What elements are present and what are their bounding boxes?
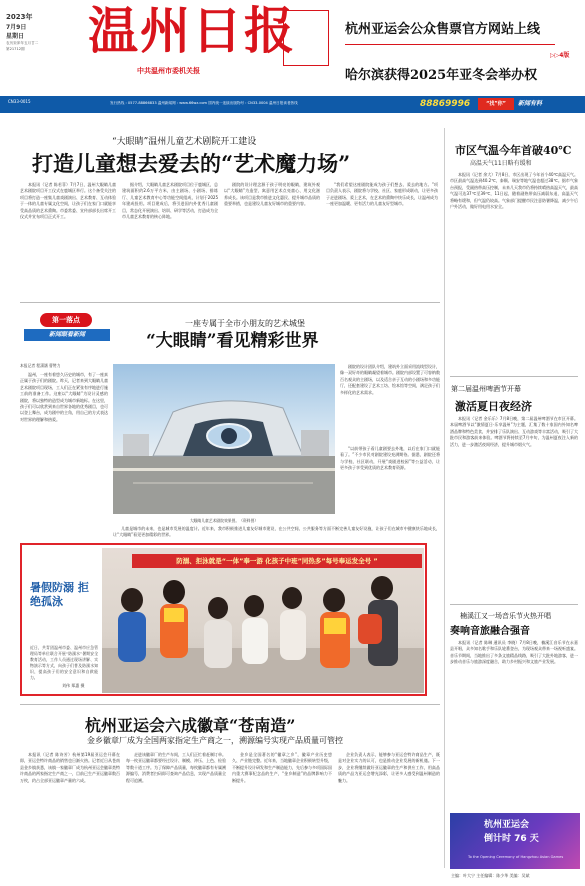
photo-news-text: 近日，共青团温州市委、温州市应急管理局等单位联合开展“防溺水”暑期安全教育活动，工作人员通过现场讲解、实物演示等方式，向孩子们普及防溺水知识，提高孩子们的安全意识和自救能力。 <box>30 645 98 681</box>
drowning-prevention-photo <box>102 548 424 693</box>
music-festival-body <box>450 640 578 806</box>
issue-date-block <box>6 12 62 52</box>
lead-kicker: “大眼睛”温州儿童艺术剧院开工建设 <box>112 137 257 147</box>
music-festival-body-text: 本报讯（记者 陈琳 通讯员 李晓）7月8日晚，楠溪江音乐节在永嘉县开唱，众多知名歌手和乐队轮番登台，为现场观众带来一场视听盛宴。音乐节期间，当地推出了多条文旅精品线路，吸引了大批外地游客，进一步推动音乐与旅游深度融合，助力乡村振兴和文旅产业发展。 <box>450 640 578 665</box>
photo-news-title[interactable]: 暑假防溺 拒绝孤泳 <box>30 581 89 609</box>
festival-body <box>450 416 578 602</box>
feature-column-2 <box>340 364 440 444</box>
newspaper-logo: 温州日报 <box>88 1 296 60</box>
photo-caption: 大眼睛儿童艺术剧院效果图。（资料图） <box>189 518 259 523</box>
section-divider <box>450 376 578 377</box>
lead-column-4 <box>326 182 438 294</box>
lead-column-1 <box>20 182 116 294</box>
feature-kicker: 一座专属于全市小朋友的艺术城堡 <box>185 319 305 328</box>
lead-headline[interactable]: 打造儿童想去爱去的“艺术魔力场” <box>32 151 351 176</box>
badge-label-top: 第一落点 <box>40 313 92 327</box>
photo-news-box <box>20 543 427 696</box>
promo-page-ref: ▷▷4版 <box>550 52 570 59</box>
theater-building-illustration <box>113 364 335 514</box>
issue-date: 7月9日 <box>6 23 27 31</box>
festival-headline[interactable]: 激活夏日夜经济 <box>455 400 532 413</box>
promo-divider <box>345 44 555 45</box>
lead-column-3 <box>224 182 320 294</box>
countdown-days: 倒计时 76 天 <box>484 834 539 844</box>
asian-games-column-3 <box>232 752 332 872</box>
asian-games-column-4-text: 企业负责人表示，能够参与亚运会特许商品生产，既是对企业实力的认可，也是推动企业发展的新机遇。下一步，企业将继续做好亚运徽章的生产和供应工作，用高品质的产品为亚运会增光添彩，让更多人感受到温州制造的魅力。 <box>338 752 440 783</box>
feature-column-3 <box>340 446 440 536</box>
lunar-date: 农历癸卯年五月廿二 <box>6 41 39 46</box>
lead-column-3-text: 剧院的设计理念源于孩子明亮的眼睛，建筑外观以“大眼睛”为造型，寓意用艺术点亮童心、用文化滋养成长。该项目是我市推进文化惠民、提升城市品质的重要举措，也是建设儿童友好城市的重要内容。 <box>224 182 320 207</box>
issue-number: 第21712期 <box>6 46 25 51</box>
column-divider <box>444 128 445 868</box>
feature-column-4-text: 儿童是城市的未来，也是城市发展的温度计。近年来，我市积极推进儿童友好城市建设，在公共空间、公共服务等方面不断完善儿童友好设施，让孩子们在城市中健康快乐地成长，让“大眼睛”看见更加精彩的世界。 <box>113 526 440 538</box>
section-divider <box>20 704 440 705</box>
hotline-slogan: 新闻有料 <box>518 100 543 107</box>
feature-byline: 本报记者 程潇涵 曹赞力 <box>20 363 61 368</box>
feature-headline[interactable]: “大眼睛”看见精彩世界 <box>146 331 319 351</box>
asian-games-subhead: 金乡徽章厂成为全国两家指定生产商之一，溯源编号实现产品质量可管控 <box>87 736 343 745</box>
asian-games-countdown[interactable] <box>450 813 580 869</box>
asian-games-column-2 <box>126 752 226 872</box>
masthead <box>0 0 585 93</box>
feature-column-1 <box>20 372 108 536</box>
feature-column-4 <box>113 526 440 540</box>
editor-credits: 主编：叶大宁 主任编辑：陈少华 美编：吴斌 <box>451 873 530 878</box>
section-divider <box>450 604 578 605</box>
countdown-english: To the Opening Ceremony of Hangzhou Asian Games <box>468 855 564 859</box>
feature-badge <box>20 313 110 343</box>
issue-weekday: 星期日 <box>6 33 25 41</box>
issue-year: 2023年 <box>6 13 33 21</box>
contact-info: 发行热线 : 0577-88866833 温州新闻网 : www.66wz.com 国内统一连续出版物号 : CN33-0004 温州日报读者热线 <box>110 101 298 105</box>
publication-code: CN33-0015 <box>8 99 31 104</box>
hotline-tag: “找”你” <box>478 98 514 110</box>
promo-headline-bottom[interactable]: 哈尔滨获得2025年亚冬会举办权 <box>345 68 538 83</box>
theater-rendering-photo <box>113 364 335 514</box>
seal-stamp <box>283 10 329 66</box>
asian-games-column-2-text: 走进该徽章厂的生产车间，工人们正忙着赶制订单。每一枚亚运徽章都要经过设计、制模、冲压、上色、检验等数十道工序。为了保障产品质量，每枚徽章都有专属溯源编号，消费者扫码即可查询产品信息，实现产品质量全程可追溯。 <box>126 752 226 783</box>
hotline-number: 88869996 <box>420 99 471 109</box>
info-bar <box>0 96 585 113</box>
photo-credit: 刘伟 郑惠 摄 <box>62 683 85 688</box>
feature-column-1-text: 温州，一座有着悠久历史的城市，有了一座真正属于孩子们的剧院。昨天，记者来到大眼睛儿童艺术剧院项目现场，工人们正在紧张有序地进行施工前的准备工作。这座以“大眼睛”为设计灵感的剧院，将以独特的造型成为城市新地标。在这里，孩子们可以欣赏到来自世界各地的优秀剧目，也可以登上舞台，成为剧中的主角，用自己的方式表达对世界的理解和热爱。 <box>20 372 108 422</box>
feature-column-2-text: 剧院的设计团队介绍，建筑外立面采用流线型设计，像一双好奇的眼睛凝望着城市。剧院内部设置了可容纳数百名观众的主剧场，以及适合亲子互动的小剧场和多功能厅，还配套建设了艺术工坊、绘本馆等空间，满足孩子们多样化的艺术需求。 <box>340 364 440 395</box>
badge-label-bottom: 新闻眼看新闻 <box>24 329 110 341</box>
asian-games-headline[interactable]: 杭州亚运会六成徽章“苍南造” <box>85 716 296 735</box>
asian-games-column-1-text: 本报讯（记者 陈诗芳）杭州第19届亚运会开幕在即，亚运会特许商品的销售也日渐火热。记者近日从苍南县金乡镇获悉，该镇一家徽章厂成为杭州亚运会徽章类特许商品的两家指定生产商之一，目前已生产亚运徽章数百万枚，约占全部亚运徽章产量的六成。 <box>20 752 120 783</box>
asian-games-column-3-text: 金乡是全国著名的“徽章之乡”，徽章产业历史悠久、产业链完整。近年来，当地徽章企业积极转型升级，不断提升设计研发和生产制造能力，先后参与多项国际国内重大赛事纪念品的生产，“金乡制造”的品牌影响力不断提升。 <box>232 752 332 783</box>
event-banner: 防溺、拒泳就是“一体”奉一游 化孩子中班”同热多”每号奉运发全号 ” <box>132 554 422 568</box>
promo-headline-top[interactable]: 杭州亚运会公众售票官方网站上线 <box>345 22 541 37</box>
section-divider <box>20 302 440 303</box>
music-festival-headline[interactable]: 奏响音旅融合强音 <box>450 626 530 637</box>
lead-column-2 <box>122 182 218 294</box>
weather-body <box>450 172 578 372</box>
weather-body-text: 本报讯（记者 余大）7月8日，市区出现了今年首个40℃高温天气。市区最高气温达到40.2℃，泰顺、瑞安等地气温也超过38℃。据市气象台预报，受副热带高压控制，未来几天我市仍将持续晴热高温天气，最高气温可达37℃至39℃，11日起，随着副热带高压减弱东退，高温天气将略有缓和，但气温仍较高。气象部门提醒市民注意防暑降温，减少午后户外活动，做好用电用水安全。 <box>450 172 578 209</box>
asian-games-column-1 <box>20 752 120 872</box>
festival-kicker: 第二届温州啤酒节开幕 <box>451 385 521 393</box>
lead-column-4-text: “我们希望这座剧院能成为孩子们想去、爱去的地方。”项目负责人表示，剧院将与学校、社区、家庭形成联动，让更多孩子走进剧场、爱上艺术，在艺术的熏陶中快乐成长，让温州成为一座更加温暖、更有活力的儿童友好型城市。 <box>326 182 438 207</box>
countdown-title: 杭州亚运会 <box>484 820 530 830</box>
feature-column-3-text: “以前带孩子看儿童剧要去外地，以后在家门口就能看了。”不少市民对剧院建设充满期待。据悉，剧院还将与学校、社区联动，开展“戏剧进校园”等公益活动，让更多孩子享受到优质的艺术教育资源。 <box>340 446 440 471</box>
music-festival-kicker: 楠溪江又一场音乐节火热开唱 <box>460 612 551 620</box>
festival-body-text: 本报讯（记者 金乐乐）7月8日晚，第二届温州啤酒节在市区开幕。本届啤酒节以“激情夏日·乐享温州”为主题，汇集了数十家国内外知名啤酒品牌和特色美食，并安排了乐队演出、互动游戏等丰富活动，吸引了大批市民和游客前来体验。啤酒节将持续至7月中旬，为温州夏夜注入新的活力，进一步激活夜间经济，提升城市烟火气。 <box>450 416 578 447</box>
weather-headline[interactable]: 市区气温今年首破40℃ <box>455 144 572 157</box>
lead-column-2-text: 据介绍，大眼睛儿童艺术剧院项目位于鹿城区，总建筑面积约2.6万平方米，由主剧场、小剧场、排练厅、儿童艺术教育中心等功能空间组成，计划于2025年建成投用。项目建成后，将引进国内外优秀儿童剧目，常态化开展演出、培训、研学等活动，打造成为全市儿童艺术教育的核心阵地。 <box>122 182 218 219</box>
sponsor-line: 中共温州市委机关报 <box>137 67 200 75</box>
asian-games-column-4 <box>338 752 440 872</box>
children-scene-illustration <box>102 548 424 693</box>
lead-column-1-text: 本报讯（记者 陈若菲）7月7日，温州大眼睛儿童艺术剧院项目开工仪式在鹿城区举行。这个备受关注的项目将打造一座集儿童戏剧演出、艺术教育、互动体验于一体的儿童专属文化空间，让孩子们在家门口就能享受高品质的艺术熏陶。市委常委、宣传部部长出席开工仪式并宣布项目正式开工。 <box>20 182 116 219</box>
weather-subhead: 高温天气11日略有缓和 <box>470 160 532 167</box>
